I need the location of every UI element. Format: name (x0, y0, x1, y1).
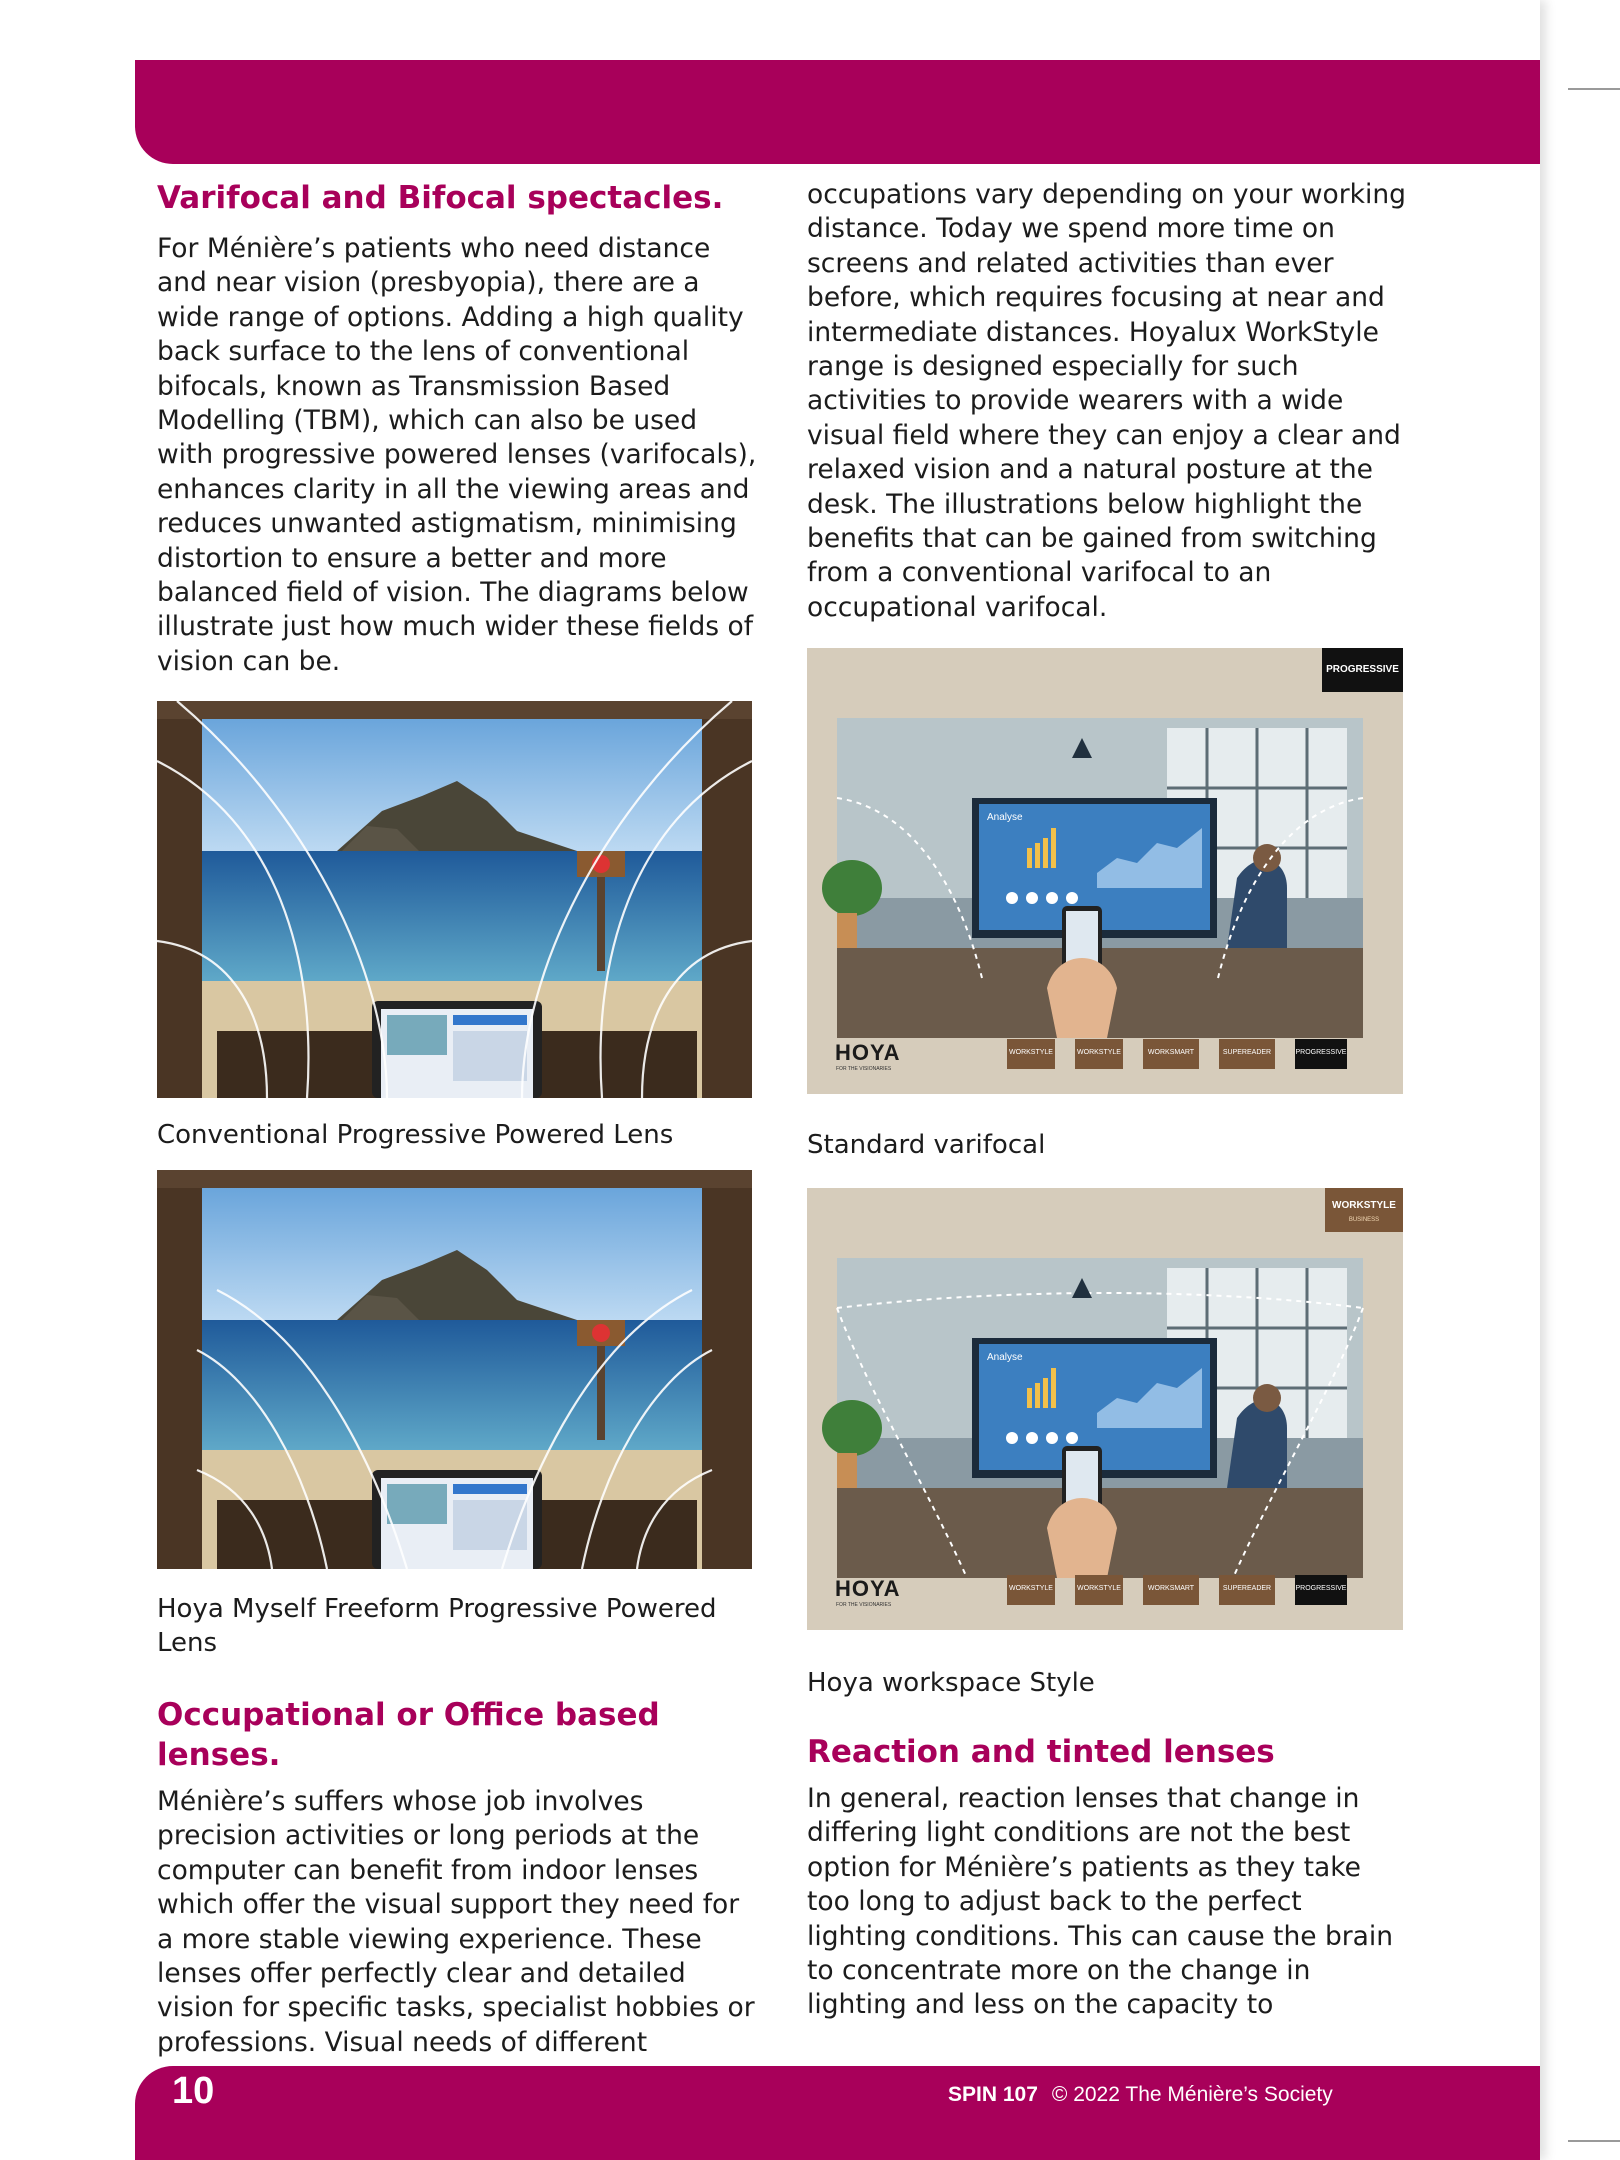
section-heading-varifocal: Varifocal and Bifocal spectacles. (157, 180, 724, 216)
caption-hoya-workspace-style: Hoya workspace Style (807, 1668, 1095, 1698)
crop-mark (1568, 2140, 1620, 2142)
screen-word: Analyse (987, 1352, 1023, 1363)
left-column-intro (157, 178, 757, 679)
beach-photo-hoya-myself (157, 1170, 752, 1569)
progressive-badge: PROGRESSIVE (1326, 664, 1399, 675)
beach-photo-conventional (157, 701, 752, 1098)
lens-chip: SUPEREADER (1222, 1049, 1272, 1056)
hoya-tagline: FOR THE VISIONARIES (836, 1066, 892, 1072)
lens-chip: WORKSMART (1147, 1049, 1195, 1056)
hoya-logo: HOYA (835, 1576, 901, 1601)
caption-conventional-lens: Conventional Progressive Powered Lens (157, 1120, 674, 1150)
lens-chip: WORKSTYLE (1077, 1585, 1121, 1592)
section-heading-occupational: Occupational or Office based lenses. (157, 1697, 660, 1773)
lens-chip: PROGRESSIVE (1295, 1049, 1347, 1056)
hoya-logo: HOYA (835, 1040, 901, 1065)
section-heading-reaction: Reaction and tinted lenses (807, 1734, 1275, 1770)
hoya-ad-standard-varifocal (807, 648, 1403, 1094)
lens-chip: WORKSTYLE (1009, 1585, 1053, 1592)
workstyle-badge: WORKSTYLE (1332, 1200, 1396, 1211)
hoya-ad-workspace-style (807, 1188, 1403, 1630)
varifocal-paragraph: For Ménière’s patients who need distance and near vision (presbyopia), there are a wide range of options. Adding a high quality back surface to the lens of conventional bifocals, known as Transmission Based Modelling (TBM), which can also be used with progressive powered lenses (varifocals), enhances clarity in all the viewing areas and reduces unwanted astigmatism, minimising distortion to ensure a better and more balanced field of vision. The diagrams below illustrate just how much wider these fields of vision can be. (157, 233, 757, 677)
footer-credit (948, 2080, 1333, 2110)
occupational-continued-paragraph: occupations vary depending on your working distance. Today we spend more time on screens and related activities than ever before, which requires focusing at near and intermediate distances. Hoyalux WorkStyle range is designed especially for such activities to provide wearers with a wide visual field where they can enjoy a clear and relaxed vision and a natural posture at the desk. The illustrations below highlight the benefits that can be gained from switching from a conventional varifocal to an occupational varifocal. (807, 179, 1406, 623)
screen-word: Analyse (987, 812, 1023, 823)
caption-hoya-myself-lens: Hoya Myself Freeform Progressive Powered Lens (157, 1594, 717, 1658)
lens-chip: SUPEREADER (1222, 1585, 1272, 1592)
lens-chip: WORKSTYLE (1077, 1049, 1121, 1056)
hoya-tagline: FOR THE VISIONARIES (836, 1602, 892, 1608)
page-number: 10 (172, 2070, 215, 2112)
right-column-intro (807, 178, 1407, 625)
right-column-reaction (807, 1732, 1407, 2023)
lens-chip: WORKSTYLE (1009, 1049, 1053, 1056)
caption-standard-varifocal: Standard varifocal (807, 1130, 1046, 1160)
workstyle-badge-sub: BUSINESS (1348, 1217, 1380, 1223)
issue-label: SPIN 107 (948, 2083, 1038, 2106)
lens-chip: WORKSMART (1147, 1585, 1195, 1592)
lens-chip: PROGRESSIVE (1295, 1585, 1347, 1592)
reaction-paragraph: In general, reaction lenses that change in differing light conditions are not the best option for Ménière’s patients as they take too long to adjust back to the perfect lighting conditions. This can cause the brain to concentrate more on the change in lighting and less on the capacity to (807, 1783, 1394, 2021)
left-column-occupational (157, 1695, 757, 2060)
occupational-paragraph: Ménière’s suffers whose job involves precision activities or long periods at the computer can benefit from indoor lenses which offer the visual support they need for a more stable viewing experience. These lenses offer perfectly clear and detailed vision for specific tasks, specialist hobbies or professions. Visual needs of different (157, 1786, 755, 2058)
copyright-text: © 2022 The Ménière’s Society (1051, 2083, 1333, 2106)
crop-mark (1568, 88, 1620, 90)
header-band (135, 60, 1540, 164)
